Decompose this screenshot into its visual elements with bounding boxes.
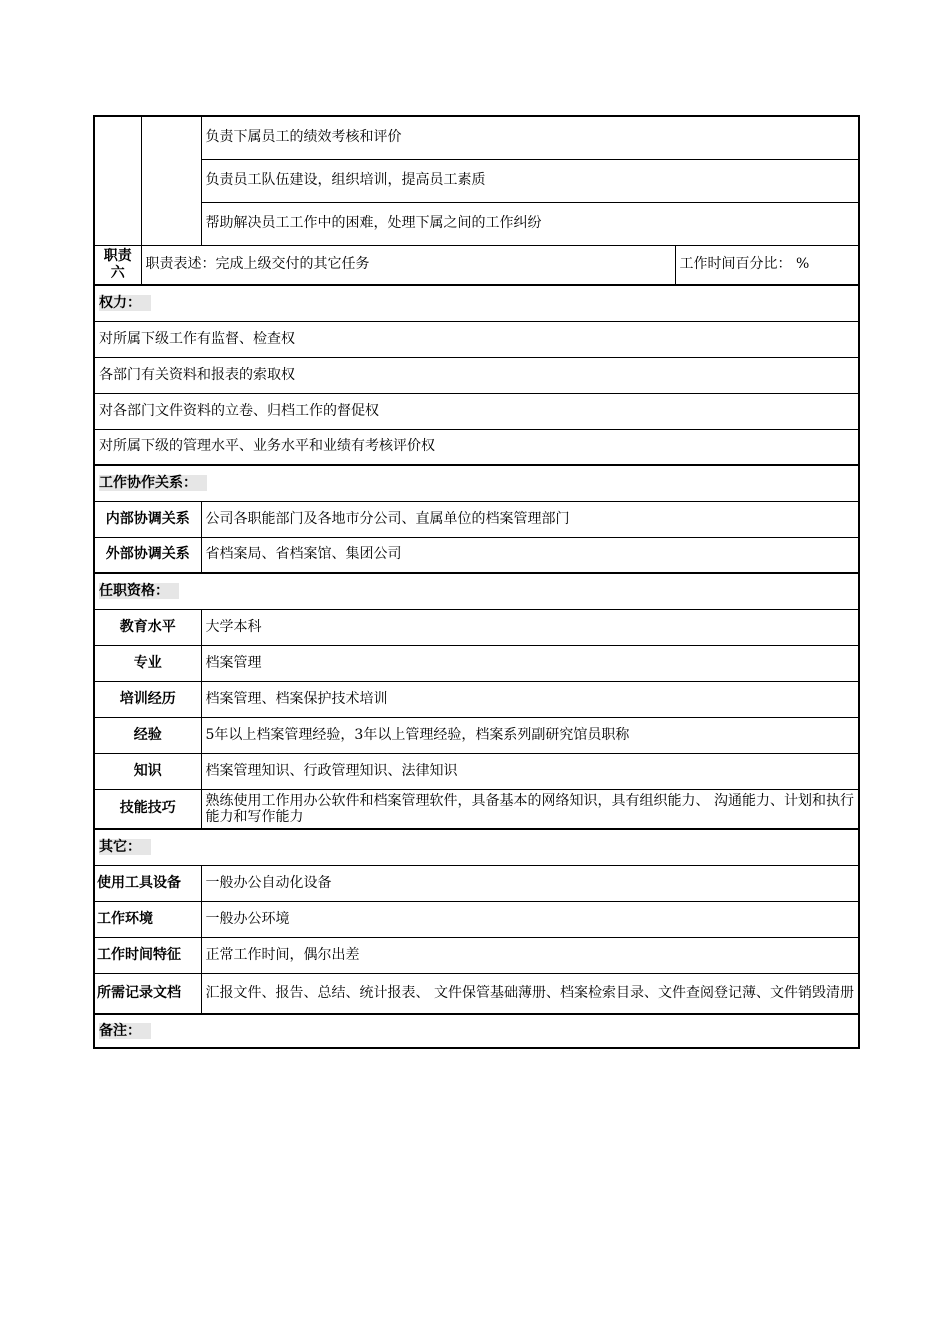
duty-cont-row	[94, 159, 859, 202]
duty-cont-item: 帮助解决员工工作中的困难，处理下属之间的工作纠纷	[201, 202, 859, 245]
relations-heading-cell	[94, 465, 859, 501]
qualification-row	[94, 681, 859, 717]
qualification-label: 专业	[94, 645, 201, 681]
other-heading-cell	[94, 829, 859, 865]
qualification-value: 5年以上档案管理经验，3年以上管理经验，档案系列副研究馆员职称	[201, 717, 859, 753]
internal-relations-label: 内部协调关系	[94, 501, 201, 537]
duty6-desc: 职责表述：完成上级交付的其它任务	[141, 245, 675, 285]
qualification-label: 培训经历	[94, 681, 201, 717]
relations-heading-row	[94, 465, 859, 501]
duty-cont-row	[94, 116, 859, 159]
duty-cont-row	[94, 202, 859, 245]
authority-row	[94, 429, 859, 465]
other-row	[94, 865, 859, 901]
qualification-label: 技能技巧	[94, 789, 201, 829]
other-value: 正常工作时间，偶尔出差	[201, 937, 859, 973]
other-heading: 其它：	[99, 839, 151, 855]
qualification-label: 经验	[94, 717, 201, 753]
authority-row	[94, 357, 859, 393]
authority-row	[94, 393, 859, 429]
external-relations-row	[94, 537, 859, 573]
authority-item: 对所属下级工作有监督、检查权	[94, 321, 859, 357]
qualifications-heading-cell	[94, 573, 859, 609]
remarks-row	[94, 1014, 859, 1048]
other-label: 工作环境	[94, 901, 201, 937]
duty-cont-item: 负责下属员工的绩效考核和评价	[201, 116, 859, 159]
other-label: 所需记录文档	[94, 973, 201, 1014]
other-row	[94, 937, 859, 973]
authority-item: 各部门有关资料和报表的索取权	[94, 357, 859, 393]
other-row	[94, 901, 859, 937]
job-description-page	[93, 115, 858, 1049]
qualification-value: 大学本科	[201, 609, 859, 645]
job-description-table	[93, 115, 860, 1049]
qualification-row	[94, 717, 859, 753]
qualification-value: 档案管理知识、行政管理知识、法律知识	[201, 753, 859, 789]
other-heading-row	[94, 829, 859, 865]
external-relations-label: 外部协调关系	[94, 537, 201, 573]
other-label: 工作时间特征	[94, 937, 201, 973]
duty6-row	[94, 245, 859, 285]
duty-cont-label-cell	[94, 116, 141, 245]
qualification-value: 熟练使用工作用办公软件和档案管理软件，具备基本的网络知识，具有组织能力、 沟通能力、计划和执行能力和写作能力	[201, 789, 859, 829]
internal-relations-row	[94, 501, 859, 537]
remarks-heading-cell	[94, 1014, 859, 1048]
authority-item: 对各部门文件资料的立卷、归档工作的督促权	[94, 393, 859, 429]
duty-cont-sub-cell	[141, 116, 201, 245]
other-value: 汇报文件、报告、总结、统计报表、 文件保管基础薄册、档案检索目录、文件查阅登记薄、文件销毁清册	[201, 973, 859, 1014]
duty-cont-item: 负责员工队伍建设，组织培训，提高员工素质	[201, 159, 859, 202]
qualifications-heading: 任职资格：	[99, 583, 179, 599]
other-label: 使用工具设备	[94, 865, 201, 901]
other-value: 一般办公自动化设备	[201, 865, 859, 901]
qualification-label: 教育水平	[94, 609, 201, 645]
authority-heading-cell	[94, 285, 859, 321]
duty6-label: 职责六	[94, 245, 141, 285]
qualification-label: 知识	[94, 753, 201, 789]
other-value: 一般办公环境	[201, 901, 859, 937]
internal-relations-value: 公司各职能部门及各地市分公司、直属单位的档案管理部门	[201, 501, 859, 537]
remarks-heading: 备注：	[99, 1023, 151, 1039]
qualification-row	[94, 789, 859, 829]
duty6-time-percent: 工作时间百分比： %	[675, 245, 859, 285]
relations-heading: 工作协作关系：	[99, 475, 207, 491]
qualifications-heading-row	[94, 573, 859, 609]
external-relations-value: 省档案局、省档案馆、集团公司	[201, 537, 859, 573]
authority-heading-row	[94, 285, 859, 321]
qualification-value: 档案管理、档案保护技术培训	[201, 681, 859, 717]
authority-heading: 权力：	[99, 295, 151, 311]
qualification-value: 档案管理	[201, 645, 859, 681]
qualification-row	[94, 609, 859, 645]
qualification-row	[94, 645, 859, 681]
other-row	[94, 973, 859, 1014]
qualification-row	[94, 753, 859, 789]
authority-row	[94, 321, 859, 357]
authority-item: 对所属下级的管理水平、业务水平和业绩有考核评价权	[94, 429, 859, 465]
